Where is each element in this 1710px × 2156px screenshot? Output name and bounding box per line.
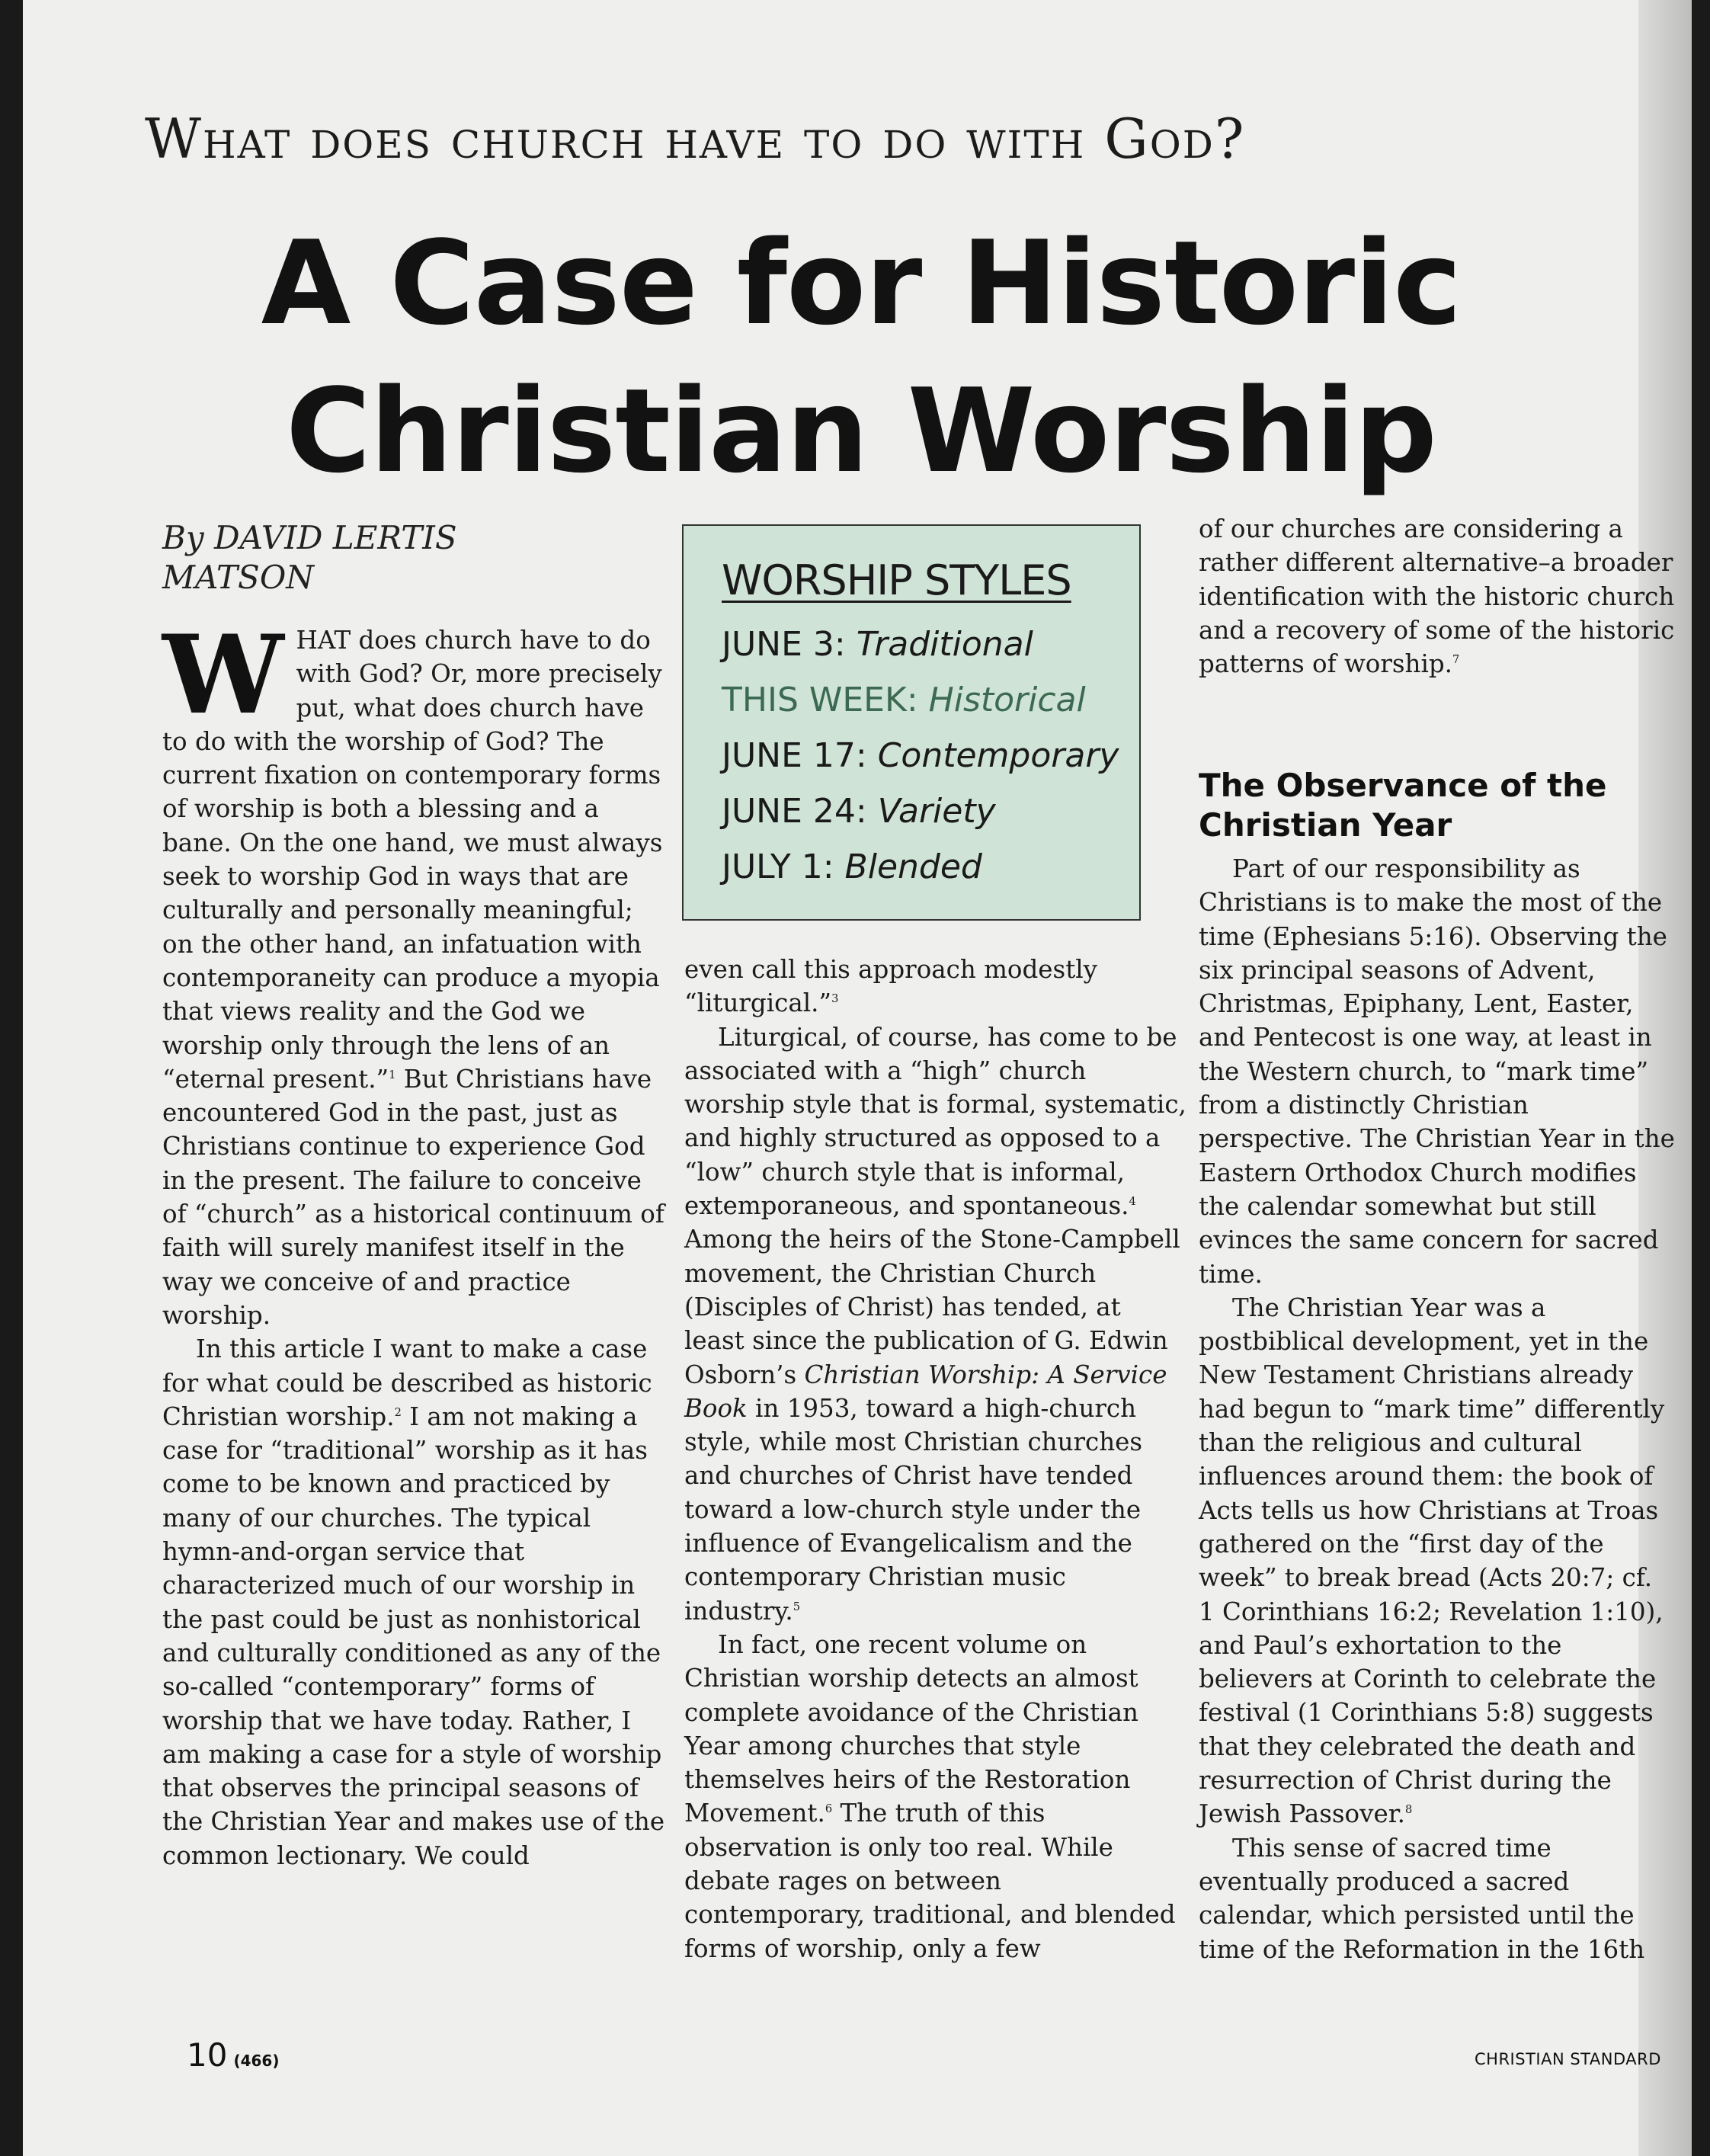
- schedule-item: JUNE 3: Traditional: [722, 625, 1033, 664]
- title-line-1: A Case for Historic: [261, 216, 1462, 351]
- paragraph-5: In fact, one recent volume on Christian worship detects an almost complete avoidance of the Christian Year among churches that style themselves heirs of the Restoration Movement.$^6$ The truth of this observation is only too real. While debate rages on between contemporary, traditional, and blended forms of worship, only a few: [684, 1629, 1176, 1963]
- paragraph-6: of our churches are considering a rather different alternative–a broader identification with the historic church and a recovery of some of the historic patterns of worship.$^7$: [1199, 514, 1675, 679]
- footnote-ref: 6: [825, 1802, 833, 1816]
- schedule-item: JUNE 17: Contemporary: [722, 736, 1119, 775]
- paragraph-3: even call this approach modestly “liturgical.”$^3$: [684, 955, 1098, 1018]
- section-subhead: The Observance of the Christian Year: [1199, 767, 1607, 844]
- column-1: [162, 612, 665, 1872]
- schedule-item-current: THIS WEEK: Historical: [722, 681, 1086, 719]
- footnote-ref: 2: [394, 1406, 402, 1419]
- paragraph-1: WHAT does church have to do with God? Or, more precisely put, what does church have to do with the worship of God? The current fixation on contemporary forms of worship is both a blessing and a bane. On the one hand, we must always seek to worship God in ways that are culturally and personally meaningful; on the other hand, an infatuation with contemporaneity can produce a myopia that views reality and the God we worship only through the lens of an “eternal present.”$^1$ But Christians have encountered God in the past, just as Christians continue to experience God in the present. The failure to conceive of “church” as a historical continuum of faith will surely manifest itself in the way we conceive of and practice worship.: [162, 612, 664, 1330]
- footnote-ref: 1: [389, 1068, 396, 1082]
- paragraph-4: Liturgical, of course, has come to be associated with a “high” church worship style that is formal, systematic, and highly structured as opposed to a “low” church style that is informal, extemporaneous, and spontaneous.$^4$ Among the heirs of the Stone-Campbell movement, the Christian Church (Disciples of Christ) has tended, at least since the publication of G. Edwin Osborn’s Christian Worship: A Service Book in 1953, toward a high-church style, while most Christian churches and churches of Christ have tended toward a low-church style under the influence of Evangelicalism and the contemporary Christian music industry.$^5$: [684, 1022, 1186, 1626]
- footnote-ref: 5: [793, 1600, 801, 1613]
- paragraph-9: This sense of sacred time eventually produced a sacred calendar, which persisted until the time of the Reformation in the 16th: [1199, 1833, 1645, 1964]
- article-kicker: What does church have to do with God?: [145, 107, 1246, 171]
- sidebar-title: WORSHIP STYLES: [722, 556, 1071, 604]
- article-title: [175, 210, 1547, 505]
- magazine-name: CHRISTIAN STANDARD: [1475, 2050, 1661, 2068]
- book-title: Christian Worship: A Service Book: [684, 1360, 1167, 1423]
- footnote-ref: 4: [1129, 1195, 1136, 1209]
- column-3-continued: [1199, 852, 1675, 1966]
- column-2: [684, 953, 1187, 1965]
- column-3: [1199, 512, 1675, 681]
- drop-cap: W: [162, 612, 284, 738]
- footnote-ref: 7: [1452, 653, 1460, 667]
- footnote-ref: 8: [1405, 1803, 1413, 1817]
- page-number: 10: [187, 2036, 228, 2074]
- issue-page: (466): [233, 2052, 280, 2070]
- title-line-2: Christian Worship: [286, 364, 1436, 498]
- page-folio: [187, 2036, 279, 2074]
- schedule-item: JULY 1: Blended: [722, 847, 982, 886]
- paragraph-7: Part of our responsibility as Christians is to make the most of the time (Ephesians 5:16). Observing the six principal seasons of Advent, Christmas, Epiphany, Lent, Easter, and Pentecost is one way, at least in the Western church, to “mark time” from a distinctly Christian perspective. The Christian Year in the Eastern Orthodox Church modifies the calendar somewhat but still evinces the same concern for sacred time.: [1199, 854, 1675, 1289]
- worship-styles-sidebar: [682, 524, 1141, 921]
- paragraph-2: In this article I want to make a case for what could be described as historic Christian worship.$^2$ I am not making a case for “traditional” worship as it has come to be known and practiced by many of our churches. The typical hymn-and-organ service that characterized much of our worship in the past could be just as nonhistorical and culturally conditioned as any of the so-called “contemporary” forms of worship that we have today. Rather, I am making a case for a style of worship that observes the principal seasons of the Christian Year and makes use of the common lectionary. We could: [162, 1334, 665, 1870]
- footnote-ref: 3: [831, 992, 839, 1006]
- magazine-page: [23, 0, 1692, 2156]
- paragraph-8: The Christian Year was a postbiblical development, yet in the New Testament Christians already had begun to “mark time” differently than the religious and cultural influences around them: the book of Acts tells us how Christians at Troas gathered on the “first day of the week” to break bread (Acts 20:7; cf. 1 Corinthians 16:2; Revelation 1:10), and Paul’s exhortation to the believers at Corinth to celebrate the festival (1 Corinthians 5:8) suggests that they celebrated the death and resurrection of Christ during the Jewish Passover.$^8$: [1199, 1293, 1665, 1829]
- schedule-item: JUNE 24: Variety: [722, 792, 996, 831]
- byline: By DAVID LERTIS MATSON: [162, 519, 457, 596]
